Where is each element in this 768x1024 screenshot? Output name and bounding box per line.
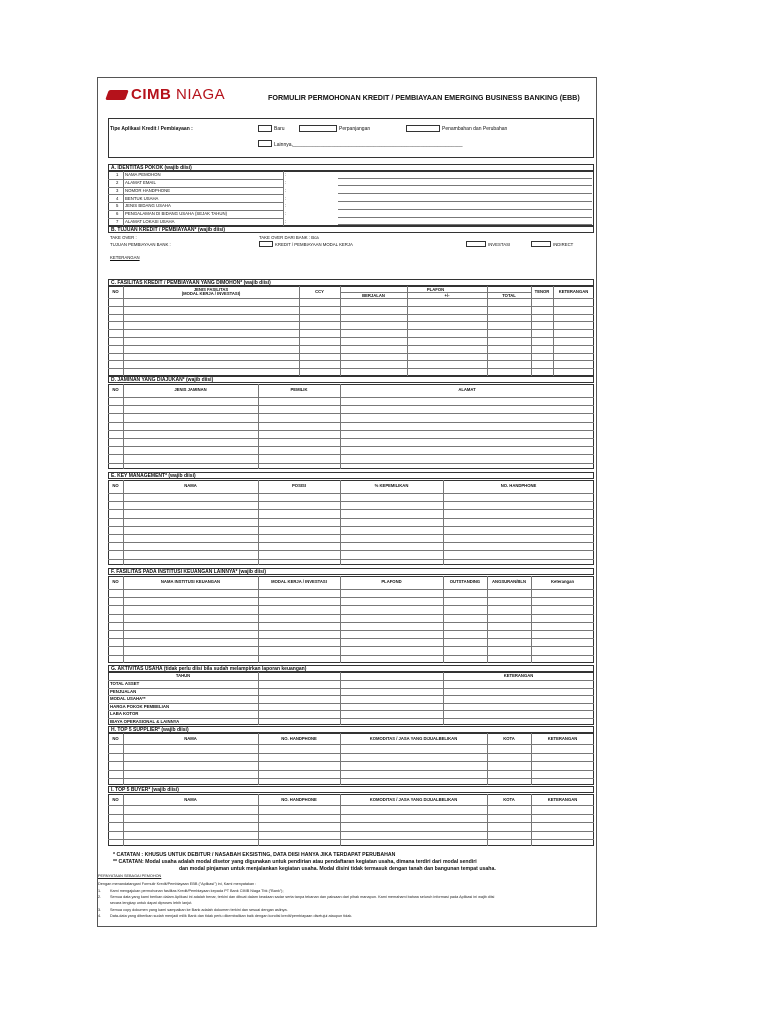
section-a-fill-line [338,178,592,179]
section-i-row-line [108,839,594,840]
section-g-header: G. AKTIVITAS USAHA (tidak perlu diisi bila sudah melampirkan laporan keuangan) [108,665,594,672]
section-h-col-1: NAMA [184,736,197,741]
section-b-header: B. TUJUAN KREDIT / PEMBIAYAAN* (wajib diisi) [108,226,594,233]
section-a-row-label: JENIS BIDANG USAHA [125,203,171,209]
section-a-row-no: 6 [116,211,119,217]
section-a-row-label: NOMOR HANDPHONE [125,187,171,193]
cimb-niaga-logo [107,86,225,103]
col-ccy: CCY [315,289,324,294]
col-keterangan: KETERANGAN [558,289,589,294]
section-d-row-line [108,397,594,398]
section-a-fill-line [338,185,592,186]
section-f-col-0: NO [112,579,119,584]
section-e-row-line [108,493,594,494]
section-c-row-line [108,298,594,299]
checkbox-penambahan[interactable] [406,125,440,132]
section-a-row-no: 4 [116,195,119,201]
section-a-row-colon: : [285,219,287,224]
section-e-row-line [108,526,594,527]
section-g-row-line [108,680,594,681]
purpose-label: TUJUAN PEMBIAYAAN BANK : [110,242,171,247]
section-d-col-1: JENIS JAMINAN [174,387,207,392]
application-type-label: Tipe Aplikasi Kredit / Pembiayaan : [110,126,193,132]
section-c-header: C. FASILITAS KREDIT / PEMBIAYAAN YANG DIMOHON* (wajib diisi) [108,279,594,286]
section-f-row-line [108,655,594,656]
brand-light: NIAGA [176,86,226,103]
section-a-row-label: PENGALAMAN DI BIDANG USAHA (SEJAK TAHUN) [125,211,228,217]
section-i-col-0: NO [112,797,119,802]
section-d-row-line [108,413,594,414]
section-c-row-line [108,337,594,338]
section-h-row-line [108,761,594,762]
section-i-row-line [108,805,594,806]
section-f-row-line [108,597,594,598]
col-line [299,286,300,376]
section-a-row-colon: : [285,203,287,209]
section-e-col-3: % KEPEMILIKAN [374,483,409,488]
section-c-row-line [108,321,594,322]
section-h-col-2: NO. HANDPHONE [281,736,317,741]
section-g-row-label: PENJUALAN [110,688,137,694]
section-a-row-no: 1 [116,172,119,178]
section-i-row-line [108,822,594,823]
col-line [487,286,488,376]
statement-item-text: secara lengkap untuk dapat diproses lebih lanjut. [110,901,193,906]
section-a-row-label: BENTUK USAHA [125,195,159,201]
section-g-row-line [108,710,594,711]
section-a-row-colon: : [285,211,287,217]
col-jenis-sub: (MODAL KERJA / INVESTASI) [181,291,241,296]
brand-bold: CIMB [131,86,172,103]
section-d-col-2: PEMILIK [290,387,308,392]
section-a-fill-line [338,201,592,202]
section-c-row-line [108,360,594,361]
section-e-row-line [108,542,594,543]
statement-item-no: 2. [98,895,102,900]
section-d-header: D. JAMINAN YANG DIAJUKAN* (wajib diisi) [108,376,594,383]
section-e-row-line [108,509,594,510]
section-f-col-3: PLAFOND [381,579,402,584]
col-plusminus: +/- [444,293,450,298]
section-h-header: H. TOP 5 SUPPLIER* (wajib diisi) [108,726,594,733]
section-a-row-colon: : [285,172,287,178]
section-i-row-line [108,831,594,832]
section-f-col-5: ANGSURAN/BLN [492,579,526,584]
section-f-row-line [108,622,594,623]
section-a-row-colon: : [285,195,287,201]
section-i-header: I. TOP 5 BUYER* (wajib diisi) [108,786,594,793]
col-line [531,286,532,376]
section-a-row-label: ALAMAT LOKASI USAHA [125,219,175,224]
section-f-row-line [108,614,594,615]
section-i-row-line [108,814,594,815]
section-e-row-line [108,518,594,519]
statement-item-no: 3. [98,907,102,912]
section-a-fill-line [338,209,592,210]
section-h-row-line [108,770,594,771]
section-d-row-line [108,405,594,406]
note-3: dan modal pinjaman untuk menjalankan kegiatan usaha. Modal disini tidak termasuk dengan tanah dan bangunan tempat usaha. [179,866,496,872]
option-indirect: INDIRECT [553,242,574,247]
section-a-header: A. IDENTITAS POKOK (wajib diisi) [108,164,594,171]
col-berjalan: BERJALAN [362,293,385,298]
section-h-row-line [108,753,594,754]
section-a-fill-line [338,224,592,225]
col-line [553,286,554,376]
section-a-row-no: 3 [116,187,119,193]
note-2: ** CATATAN: Modal usaha adalah modal disetor yang digunakan untuk pendirian atau pendaftaran kegiatan usaha, dimana terdiri dari modal sendiri [113,859,477,865]
section-i-col-5: KETERANGAN [547,797,578,802]
section-h-row-line [108,778,594,779]
section-d-row-line [108,446,594,447]
option-lainnya: Lainnya,_____________________________________________________________ [274,142,463,148]
section-c-row-line [108,345,594,346]
option-baru: Baru [274,126,285,132]
section-e-row-line [108,550,594,551]
section-f-row-line [108,630,594,631]
section-f-col-4: OUTSTANDING [449,579,481,584]
section-a-row-colon: : [285,180,287,185]
section-g-row-line [108,718,594,719]
section-c-row-line [108,353,594,354]
section-a-row-no: 5 [116,203,119,209]
section-g-row-line [108,688,594,689]
section-i-col-2: NO. HANDPHONE [281,797,317,802]
statement-item-text: Semua data yang kami berikan dalam Aplikasi ini adalah benar, terkini dan dibuat dalam keadaan sadar serta tanpa tekanan dan paksaan dari pihak manapun. Kami memahami bahwa seluruh informasi pada Aplikasi ini wajib diisi [110,895,495,900]
section-d-row-line [108,422,594,423]
section-c-row-line [108,329,594,330]
section-f-row-line [108,589,594,590]
section-a-fill-line [338,193,592,194]
section-c-table [108,286,594,376]
section-h-row-line [108,744,594,745]
section-d-row-line [108,438,594,439]
checkbox-modal-kerja[interactable] [259,241,273,247]
section-c-row-line [108,306,594,307]
section-a-row-colon: : [285,187,287,193]
checkbox-baru[interactable] [258,125,272,132]
section-g-row-label: LABA KOTOR [110,711,139,717]
section-d-row-line [108,430,594,431]
section-g-row-label: MODAL USAHA** [110,696,146,702]
statement-intro: Dengan menandatangani Formulir Kredit/Pembiayaan EBB ("Aplikasi") ini, Kami menyatakan : [98,882,257,886]
option-perpanjangan: Perpanjangan [339,126,371,132]
option-penambahan: Penambahan dan Perubahan [442,126,508,132]
section-a-fill-line [338,217,592,218]
section-i-col-3: KOMODITAS / JASA YANG DIJUALBELIKAN [369,797,458,802]
col-tahun: TAHUN [175,672,191,678]
statement-item-text: Kami mengajukan permohonan fasilitas Kredit/Pembiayaan kepada PT Bank CIMB Niaga Tbk ("Bank"); [110,889,284,893]
section-e-row-line [108,501,594,502]
cimb-logo-icon [105,90,129,100]
section-e-header: E. KEY MANAGEMENT* (wajib diisi) [108,472,594,479]
col-plafon: PLAFON [426,286,445,292]
note-1: * CATATAN : KHUSUS UNTUK DEBITUR / NASABAH EKSISTING, DATA DIISI HANYA JIKA TERDAPAT PERUBAHAN [113,852,396,858]
section-f-row-line [108,646,594,647]
section-c-row-line [108,368,594,369]
col-no: NO [112,289,119,294]
section-g-row-label: TOTAL ASSET [110,681,140,687]
section-h-col-4: KOTA [503,736,515,741]
section-f-col-1: NAMA INSTITUSI KEUANGAN [160,579,221,584]
section-h-col-0: NO [112,736,119,741]
take-over-from-label: TAKE OVER DARI BANK : Bca [259,235,319,240]
section-f-row-line [108,605,594,606]
col-line [123,286,124,376]
section-i-col-1: NAMA [184,797,197,802]
section-g-row-label: HARGA POKOK PEMBELIAN [110,703,170,709]
section-e-col-1: NAMA [184,483,197,488]
checkbox-perpanjangan[interactable] [299,125,337,132]
col-keterangan-g: KETERANGAN [503,672,534,678]
section-g-row-label: BIAYA OPERASIONAL & LAINNYA [110,718,180,724]
section-g-row-line [108,695,594,696]
section-d-row-line [108,463,594,464]
section-d-col-0: NO [112,387,119,392]
section-e-col-4: NO. HANDPHONE [500,483,537,488]
statement-item-no: 4. [98,913,102,918]
section-a-row-no: 7 [116,219,119,224]
statement-item-text: Data-data yang diberikan sudah menjadi milik Bank dan tidak perlu dikembalikan baik dengan kondisi kredit/pembiayaan disetujui ataupun tidak. [110,913,353,918]
section-d-col-3: ALAMAT [458,387,476,392]
section-f-col-2: MODAL KERJA / INVESTASI [271,579,327,584]
option-investasi: INVESTASI [488,242,511,247]
statement-item-no: 1. [98,889,102,893]
section-e-col-2: POSISI [292,483,306,488]
section-d-row-line [108,454,594,455]
section-f-col-6: Keterangan [550,579,575,584]
section-g-row-line [108,703,594,704]
section-a-row-label: ALAMAT EMAIL [125,180,156,185]
checkbox-investasi[interactable] [466,241,486,247]
checkbox-lainnya[interactable] [258,140,272,147]
section-e-row-line [108,559,594,560]
section-h-col-5: KETERANGAN [547,736,578,741]
section-f-header: F. FASILITAS PADA INSTITUSI KEUANGAN LAINNYA* (wajib diisi) [108,568,594,575]
take-over-label: TAKE OVER : [110,235,137,240]
section-e-col-0: NO [112,483,119,488]
application-type-box [108,118,594,158]
col-line [340,286,341,376]
statement-title: PERNYATAAN SEBAGAI PEMOHON [98,874,162,878]
section-a-row-no: 2 [116,180,119,185]
col-jenis-fasilitas: JENIS FASILITAS [193,286,229,292]
col-total: TOTAL [502,293,516,298]
col-line [407,286,408,376]
section-e-row-line [108,534,594,535]
section-h-col-3: KOMODITAS / JASA YANG DIJUALBELIKAN [369,736,458,741]
checkbox-indirect[interactable] [531,241,551,247]
col-tenor: TENOR [534,289,550,294]
statement-item-text: Semua copy dokumen yang kami sampaikan ke Bank adalah dokumen terkini dan sesuai dengan aslinya. [110,907,288,912]
keterangan-label: KETERANGAN [110,255,140,260]
section-c-row-line [108,314,594,315]
form-title: FORMULIR PERMOHONAN KREDIT / PEMBIAYAAN EMERGING BUSINESS BANKING (EBB) [268,93,580,102]
section-i-col-4: KOTA [503,797,515,802]
option-modal-kerja: KREDIT / PEMBIAYAAN MODAL KERJA [275,242,353,247]
section-a-row-label: NAMA PEMOHON [125,172,161,178]
section-f-row-line [108,638,594,639]
